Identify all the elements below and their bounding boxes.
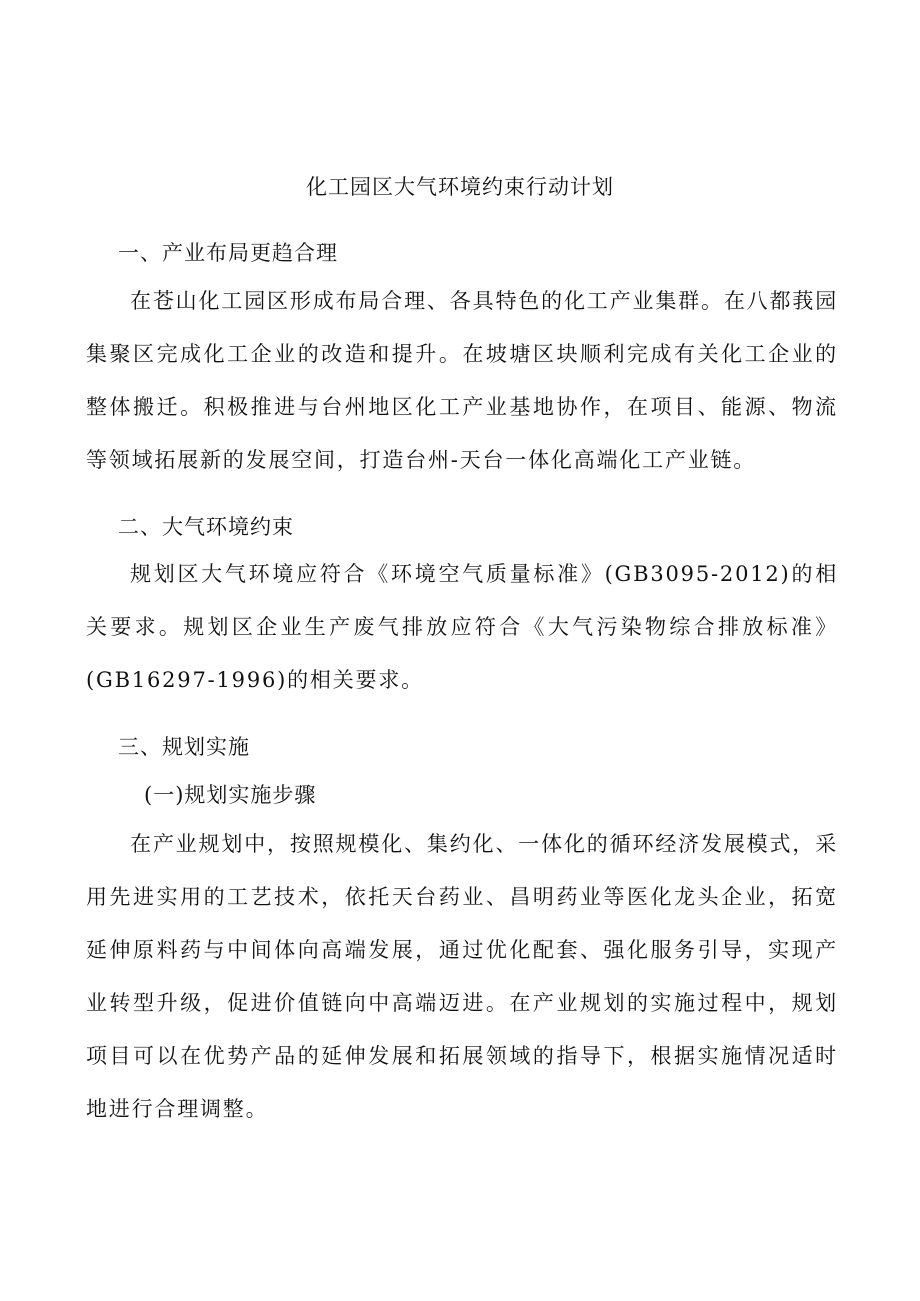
section-paragraph-3: 在产业规划中，按照规模化、集约化、一体化的循环经济发展模式，采用先进实用的工艺技术，依托天台药业、昌明药业等医化龙头企业，拓宽延伸原料药与中间体向高端发展，通过优化配套、强化服务引导，实现产业转型升级，促进价值链向中高端迈进。在产业规划的实施过程中，规划项目可以在优势产品的延伸发展和拓展领域的指导下，根据实施情况适时地进行合理调整。 — [86, 832, 838, 1121]
section-heading-3: 三、规划实施 — [118, 735, 250, 759]
section-subheading-3-1: (一)规划实施步骤 — [144, 783, 317, 807]
section-paragraph-2: 规划区大气环境应符合《环境空气质量标准》(GB3095-2012)的相关要求。规划区企业生产废气排放应符合《大气污染物综合排放标准》(GB16297-1996)的相关要求。 — [86, 562, 838, 692]
section-paragraph-1: 在苍山化工园区形成布局合理、各具特色的化工产业集群。在八都莪园集聚区完成化工企业的改造和提升。在坡塘区块顺利完成有关化工企业的整体搬迁。积极推进与台州地区化工产业基地协作，在项目、能源、物流等领域拓展新的发展空间，打造台州-天台一体化高端化工产业链。 — [86, 289, 838, 472]
document-title: 化工园区大气环境约束行动计划 — [306, 175, 614, 199]
section-heading-1: 一、产业布局更趋合理 — [118, 241, 338, 265]
section-heading-2: 二、大气环境约束 — [118, 515, 294, 539]
